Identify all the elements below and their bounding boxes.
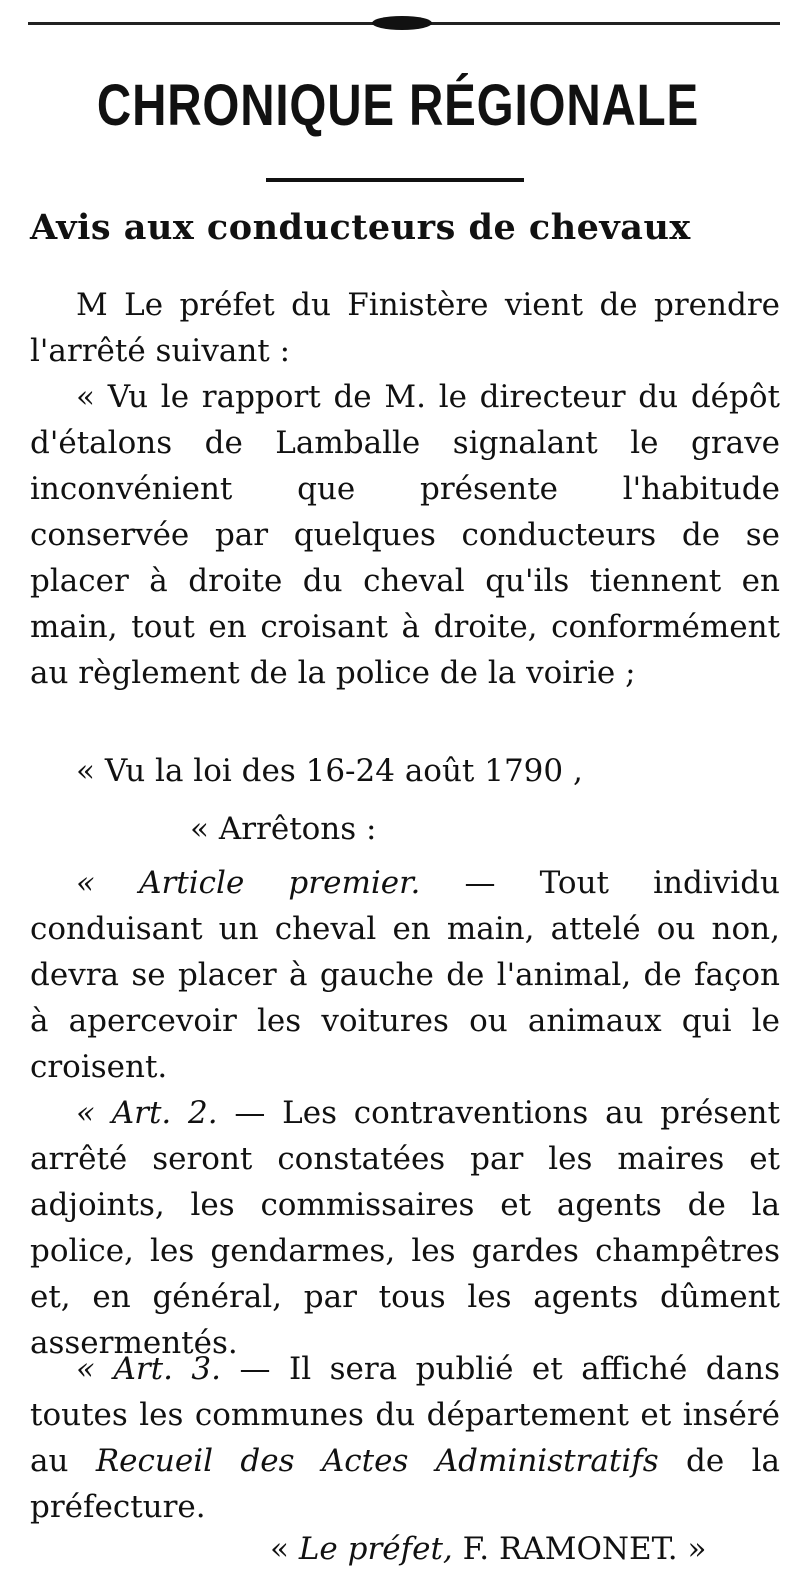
top-rule-ornament [372,16,432,30]
article-title: Avis aux conducteurs de chevaux [30,207,691,248]
signature-line [30,1526,780,1572]
article-3-text-b: de la préfecture. [30,1443,780,1525]
heading-rule [266,178,524,182]
article-3-paragraph [30,1346,780,1530]
article-1-paragraph [30,860,780,1090]
article-2-paragraph [30,1090,780,1366]
section-heading: CHRONIQUE RÉGIONALE [96,73,700,138]
article-3-italic-title: Recueil des Actes Administratifs [95,1443,659,1479]
vu-loi-paragraph: « Vu la loi des 16-24 août 1790 , [76,753,583,789]
article-2-text: — Les contraventions au présent arrêté seront constatées par les maires et adjoints, les commissaires et agents de la police, les gendarmes, les gardes champêtres et, en général, par tous les agents dûment assermentés. [30,1095,780,1361]
intro-paragraph: M Le préfet du Finistère vient de prendre l'arrêté suivant : [30,287,780,369]
arretons-line: « Arrêtons : [190,811,377,847]
article-1-text: — Tout individu conduisant un cheval en main, attelé ou non, devra se placer à gauche de l'animal, de façon à apercevoir les voitures ou animaux qui le croisent. [30,865,781,1085]
signature-prefix: « [270,1531,299,1567]
signature-name: F. RAMONET. » [452,1531,707,1567]
signature-title: Le préfet, [298,1531,453,1567]
article-3-label: « Art. 3. [76,1351,222,1387]
article-2-label: « Art. 2. [76,1095,218,1131]
article-3-text-a: — Il sera publié et affiché dans toutes les communes du département et inséré au [30,1351,780,1479]
article-1-label: « Article premier. [76,865,421,901]
vu-rapport-paragraph: « Vu le rapport de M. le directeur du dépôt d'étalons de Lamballe signalant le grave inconvénient que présente l'habitude conservée par quelques conducteurs de se placer à droite du cheval qu'ils tiennent en main, tout en croisant à droite, conformément au règlement de la police de la voirie ; [30,379,780,691]
